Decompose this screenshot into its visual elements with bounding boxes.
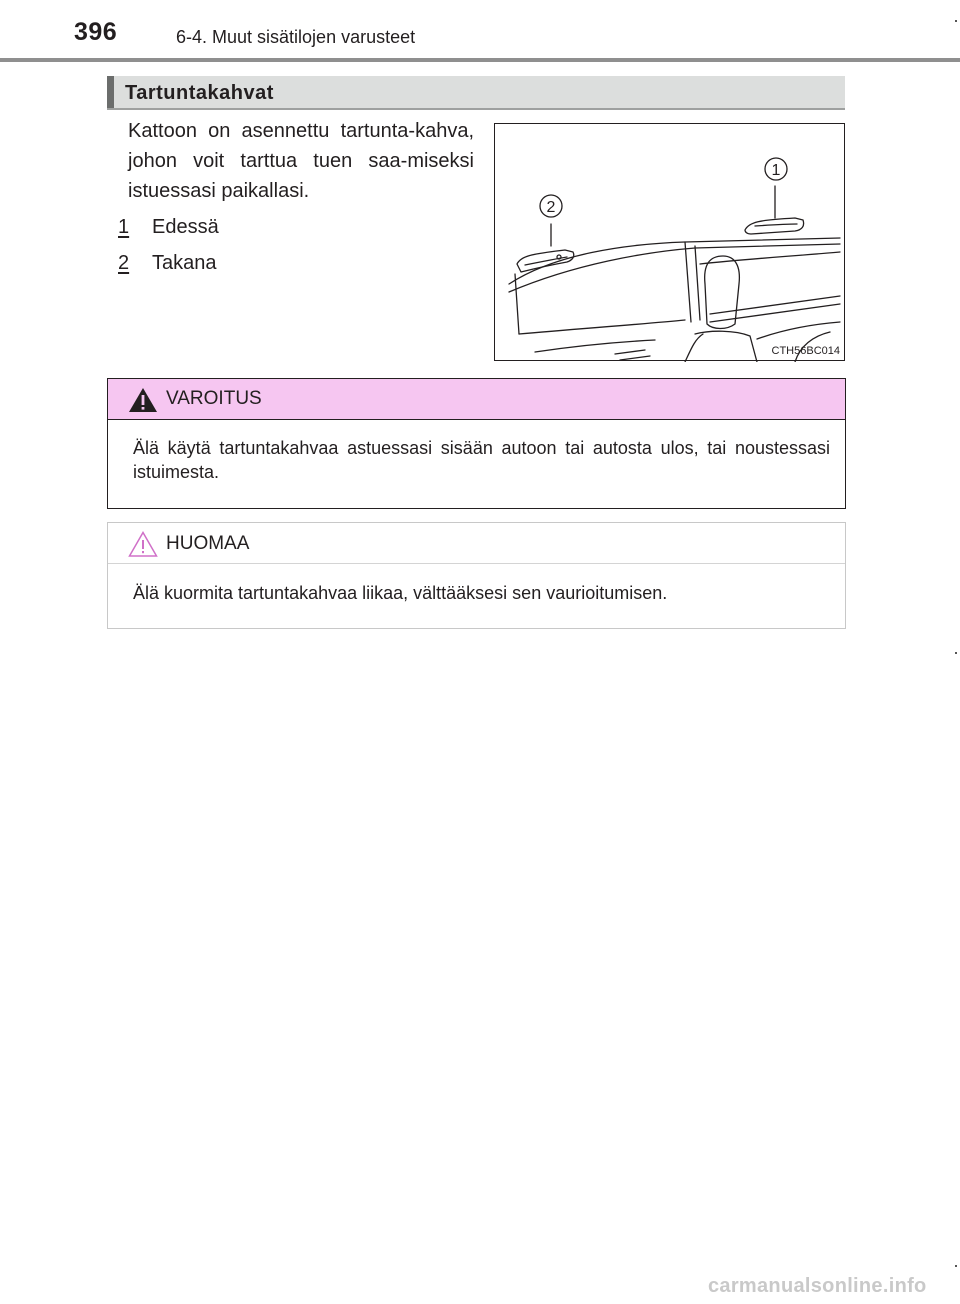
notice-box (107, 522, 846, 629)
warning-triangle-icon (128, 387, 158, 413)
figure-code: CTH56BC014 (771, 345, 840, 357)
notice-text: Älä kuormita tartuntakahvaa liikaa, välttääksesi sen vaurioitumisen. (133, 583, 668, 603)
watermark: carmanualsonline.info (708, 1275, 927, 1297)
assist-grip-illustration (494, 123, 845, 361)
figure-marker-1: 1 (771, 162, 781, 179)
running-header: 6-4. Muut sisätilojen varusteet (176, 27, 416, 47)
warning-text: Älä käytä tartuntakahvaa astuessasi sisään autoon tai autosta ulos, tai noustessasi istuimesta. (133, 438, 830, 482)
car-interior-drawing (495, 124, 846, 362)
callout-number: 1 (118, 216, 130, 238)
callout-rear (118, 252, 217, 275)
intro-paragraph: Kattoon on asennettu tartunta-kahva, johon voit tarttua tuen saa-miseksi istuessasi paikallasi. (128, 120, 474, 202)
callout-label: Takana (152, 252, 217, 274)
crop-mark (955, 1265, 957, 1267)
section-heading-bar (107, 76, 845, 110)
crop-mark (955, 652, 957, 654)
page-number: 396 (74, 18, 118, 46)
callout-label: Edessä (152, 216, 219, 238)
crop-mark (955, 20, 957, 22)
section-title: Tartuntakahvat (125, 82, 274, 104)
warning-title: VAROITUS (166, 388, 262, 409)
notice-title: HUOMAA (166, 533, 250, 554)
callout-number: 2 (118, 252, 130, 274)
callout-front (118, 216, 219, 239)
warning-box (107, 378, 846, 509)
figure-marker-2: 2 (546, 199, 556, 216)
warning-header (108, 379, 845, 420)
caution-triangle-icon (128, 531, 158, 557)
notice-header (108, 523, 845, 564)
header-rule (0, 58, 960, 62)
